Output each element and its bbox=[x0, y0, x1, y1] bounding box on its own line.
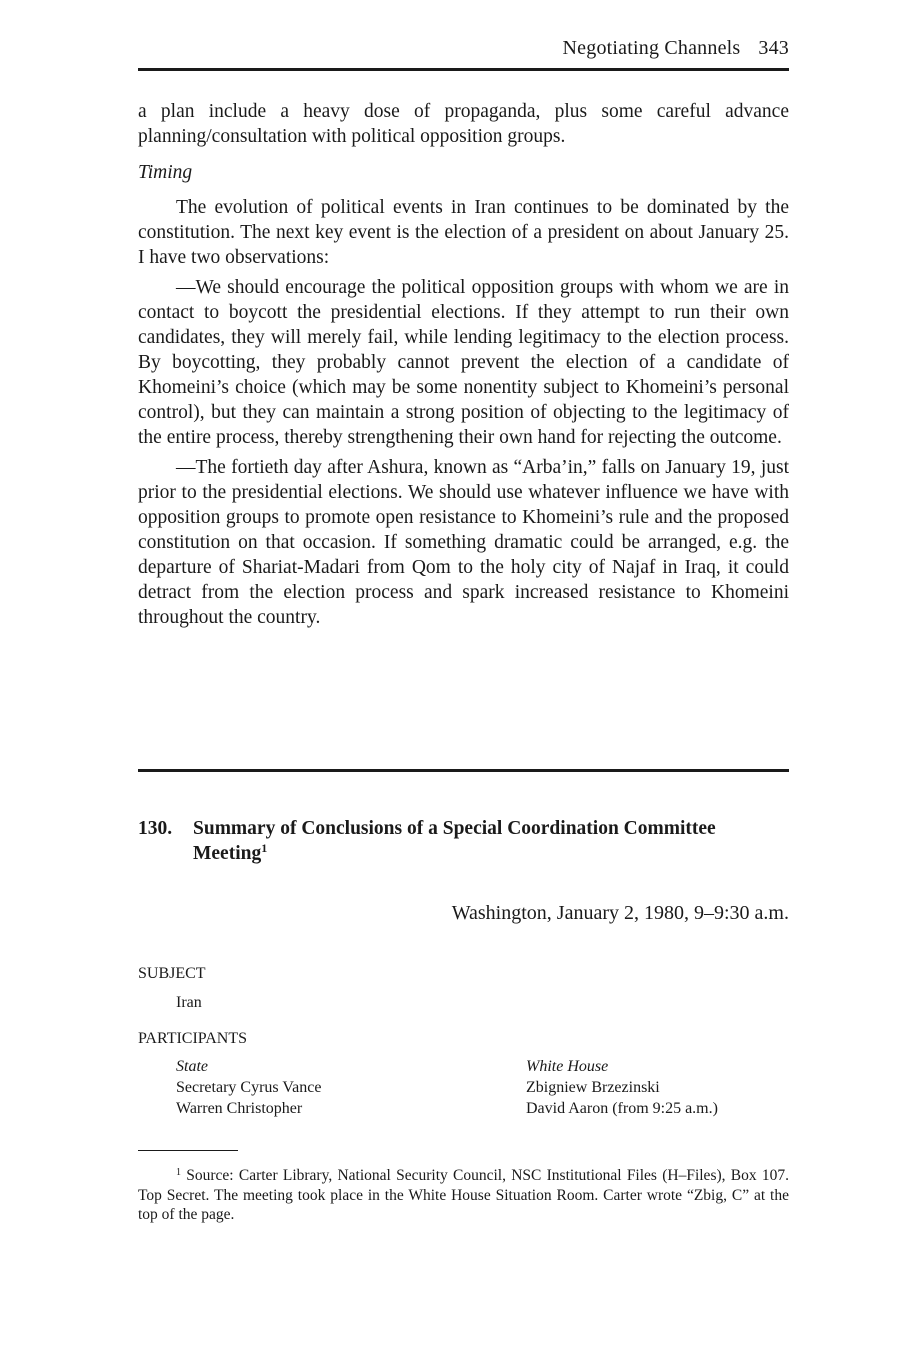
participant-name: Zbigniew Brzezinski bbox=[526, 1079, 660, 1096]
participant-agency-state: State bbox=[176, 1058, 208, 1075]
footnote-marker: 1 bbox=[176, 1167, 181, 1178]
subheading-timing: Timing bbox=[138, 162, 193, 183]
paragraph-continued: a plan include a heavy dose of propaganda, plus some careful advance planning/consultation with political opposition groups. bbox=[138, 101, 789, 147]
participant-agency-white-house: White House bbox=[526, 1058, 609, 1075]
page-number: 343 bbox=[758, 37, 789, 59]
footnote bbox=[138, 1166, 789, 1225]
document-title: Summary of Conclusions of a Special Coordination Committee Meeting bbox=[193, 818, 716, 864]
document-number: 130. bbox=[138, 818, 173, 839]
subject-label: SUBJECT bbox=[138, 965, 206, 982]
participant-name: Secretary Cyrus Vance bbox=[176, 1079, 322, 1096]
subject-value: Iran bbox=[176, 994, 202, 1011]
document-heading bbox=[138, 816, 789, 866]
running-head bbox=[563, 37, 789, 60]
footnote-ref: 1 bbox=[261, 841, 268, 855]
participant-name: David Aaron (from 9:25 a.m.) bbox=[526, 1100, 718, 1117]
paragraph-2: —We should encourage the political opposition groups with whom we are in contact to boycott the presidential elections. If they attempt to run their own candidates, they will merely fail, while lending legitimacy to the election process. By boycotting, they probably cannot prevent the election of a candidate of Khomeini’s choice (which may be some nonentity subject to Khomeini’s personal control), but they can maintain a strong position of objecting to the legitimacy of the entire process, thereby strengthening their own hand for rejecting the outcome. bbox=[138, 277, 789, 448]
footnote-text: Source: Carter Library, National Security Council, NSC Institutional Files (H–Files), Box 107. Top Secret. The meeting took place in the White House Situation Room. Carter wrote “Zbig, C” at the top of the page. bbox=[138, 1167, 789, 1223]
participants-label: PARTICIPANTS bbox=[138, 1030, 248, 1047]
footnote-rule bbox=[138, 1150, 238, 1151]
dateline: Washington, January 2, 1980, 9–9:30 a.m. bbox=[451, 902, 789, 924]
participant-name: Warren Christopher bbox=[176, 1100, 303, 1117]
body-text bbox=[138, 99, 789, 630]
paragraph-1: The evolution of political events in Iran continues to be dominated by the constitution. The next key event is the election of a president on about January 25. I have two observations: bbox=[138, 197, 789, 268]
header-rule bbox=[138, 68, 789, 71]
running-title: Negotiating Channels bbox=[562, 37, 741, 59]
paragraph-3: —The fortieth day after Ashura, known as “Arba’in,” falls on January 19, just prior to the presidential elections. We should use whatever influence we have with opposition groups to promote open resistance to Khomeini’s rule and the proposed constitution on that occasion. If something dramatic could be arranged, e.g. the departure of Shariat-Madari from Qom to the holy city of Najaf in Iraq, it could detract from the election process and spark increased resistance to Khomeini throughout the country. bbox=[138, 457, 789, 628]
section-rule bbox=[138, 769, 789, 772]
